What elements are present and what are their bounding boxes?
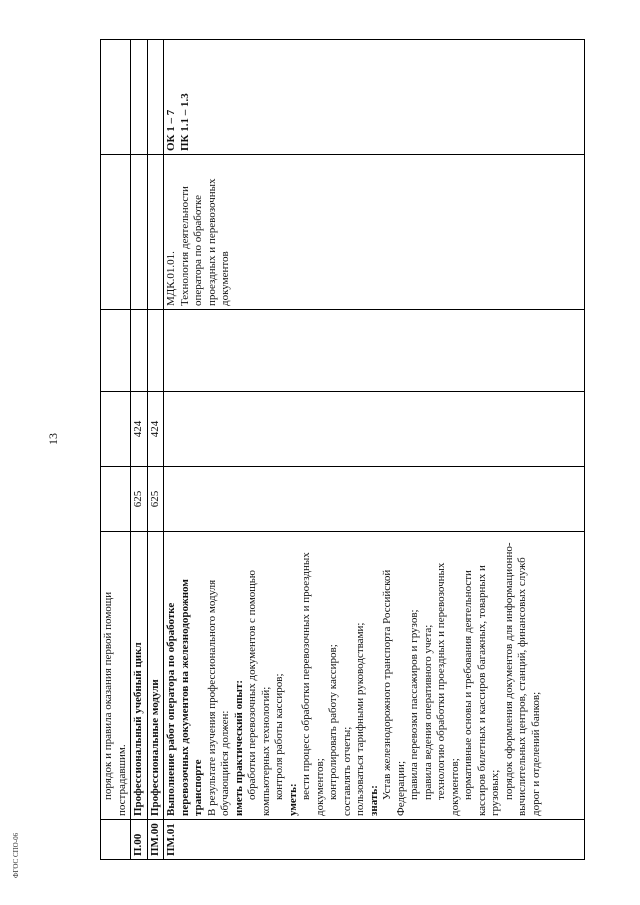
code-cell: ПМ.00 xyxy=(147,820,164,860)
skill-item: пользоваться тарифными руководствами; xyxy=(354,622,366,816)
first-aid-line2: пострадавшим. xyxy=(115,744,128,816)
code-cell xyxy=(101,820,131,860)
knowledge-heading: знать: xyxy=(367,785,380,816)
knowledge-item: правила ведения оперативного учета; xyxy=(421,624,434,800)
max-load-cell: 625 xyxy=(131,467,148,532)
page-number: 13 xyxy=(46,433,60,445)
knowledge-item: технологию обработки проездных и перевозочных документов; xyxy=(435,562,461,816)
practice-item: контроля работы кассиров; xyxy=(273,673,285,800)
knowledge-item: порядок оформления документов для информационно-вычислительных центров, станций, финансовых служб дорог и отделений банков; xyxy=(502,542,542,816)
knowledge-item: правила перевозки пассажиров и грузов; xyxy=(408,609,420,800)
class-load-cell: 424 xyxy=(131,392,148,467)
module-title: Выполнение работ оператора по обработке перевозочных документов на железнодорожном транспорте xyxy=(165,579,204,816)
course-title: Технология деятельности оператора по обработке проездных и перевозочных документов xyxy=(178,178,231,306)
competencies-cell xyxy=(164,40,585,155)
module-description-cell xyxy=(164,532,585,820)
competencies-pk: ПК 1.1 – 1.3 xyxy=(178,93,191,151)
footer-code: ФГОС СПО-06 xyxy=(12,832,20,878)
module-intro: В результате изучения профессионального модуля обучающийся должен: xyxy=(205,579,231,816)
knowledge-item: нормативные основы и требования деятельности кассиров билетных и кассиров багажных, товарных и грузовых; xyxy=(462,565,501,816)
class-load-cell: 424 xyxy=(147,392,164,467)
course-code: МДК.01.01. xyxy=(165,251,177,306)
course-cell xyxy=(164,155,585,310)
description-cell xyxy=(101,532,131,820)
code-cell: П.00 xyxy=(131,820,148,860)
skill-item: контролировать работу кассиров; xyxy=(327,644,339,800)
competencies-ok: ОК 1 – 7 xyxy=(165,109,177,151)
curriculum-table-container xyxy=(100,40,585,860)
table-row xyxy=(147,40,164,860)
max-load-cell: 625 xyxy=(147,467,164,532)
cycle-title: Профессиональный учебный цикл xyxy=(131,532,148,820)
table-row xyxy=(164,40,585,860)
first-aid-line1: порядок и правила оказания первой помощи xyxy=(102,591,114,800)
skill-item: составлять отчеты; xyxy=(340,726,353,816)
practice-item: обработки перевозочных документов с помощью компьютерных технологий; xyxy=(246,570,272,816)
code-cell: ПМ.01 xyxy=(164,820,585,860)
table-row xyxy=(131,40,148,860)
curriculum-table xyxy=(100,39,585,860)
modules-title: Профессиональные модули xyxy=(147,532,164,820)
knowledge-item: Устав железнодорожного транспорта Российской Федерации; xyxy=(381,569,407,816)
table-row xyxy=(101,40,131,860)
practice-heading: иметь практический опыт: xyxy=(232,679,245,816)
skills-heading: уметь: xyxy=(286,783,299,816)
skill-item: вести процесс обработки перевозочных и проездных документов; xyxy=(300,552,326,816)
